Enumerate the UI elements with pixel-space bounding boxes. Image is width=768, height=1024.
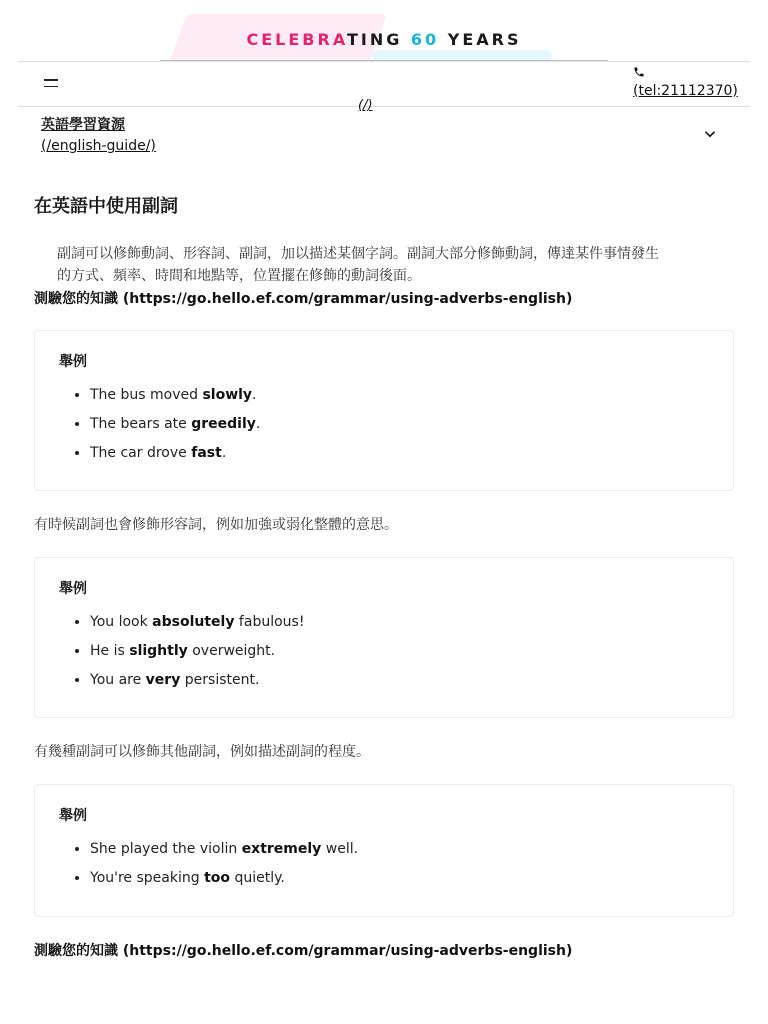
- list-item: • You are very persistent.: [90, 666, 709, 695]
- banner-text-tail: YEARS: [439, 30, 522, 49]
- hamburger-menu-icon[interactable]: [44, 79, 58, 88]
- example-list: [59, 835, 709, 893]
- list-item: • He is slightly overweight.: [90, 637, 709, 666]
- paragraph-adverbs: 有幾種副詞可以修飾其他副詞，例如描述副詞的程度。: [34, 744, 370, 760]
- example-list: [59, 381, 709, 468]
- intro-paragraph: 副詞可以修飾動詞、形容詞、副詞，加以描述某個字詞。副詞大部分修飾動詞，傳達某件事情發生的方式、頻率、時間和地點等，位置擺在修飾的動詞後面。: [57, 246, 659, 284]
- chevron-down-icon[interactable]: [704, 125, 716, 137]
- breadcrumb-link[interactable]: (/english-guide/): [41, 138, 156, 154]
- celebration-banner: [0, 0, 768, 60]
- example-label: 舉例: [59, 581, 87, 597]
- phone-contact[interactable]: [633, 66, 738, 99]
- home-link[interactable]: (/): [358, 98, 373, 113]
- banner-text: [0, 30, 768, 49]
- banner-text-cyan: 60: [410, 30, 440, 49]
- list-item: • You look absolutely fabulous!: [90, 608, 709, 637]
- example-label: 舉例: [59, 808, 87, 824]
- list-item: • She played the violin extremely well.: [90, 835, 709, 864]
- page-title: 在英語中使用副詞: [34, 196, 178, 217]
- quiz-link[interactable]: 測驗您的知識 (https://go.hello.ef.com/grammar/using-adverbs-english): [34, 291, 573, 307]
- quiz-link-bottom[interactable]: 測驗您的知識 (https://go.hello.ef.com/grammar/using-adverbs-english): [34, 943, 573, 959]
- list-item: • You're speaking too quietly.: [90, 864, 709, 893]
- banner-text-pink: CELEBRA: [246, 30, 347, 49]
- banner-decoration-cyan: [372, 50, 552, 60]
- list-item: • The bears ate greedily.: [90, 410, 709, 439]
- banner-text-dark: TING: [346, 30, 411, 49]
- breadcrumb-title[interactable]: 英語學習資源: [41, 117, 125, 133]
- phone-icon: [633, 66, 738, 80]
- paragraph-adjectives: 有時候副詞也會修飾形容詞，例如加強或弱化整體的意思。: [34, 517, 398, 533]
- example-card: [34, 330, 734, 491]
- phone-link[interactable]: (tel:21112370): [633, 83, 738, 99]
- example-card: [34, 784, 734, 917]
- example-label: 舉例: [59, 354, 87, 370]
- list-item: • The car drove fast.: [90, 439, 709, 468]
- site-header: [18, 61, 750, 113]
- example-card: [34, 557, 734, 718]
- list-item: • The bus moved slowly.: [90, 381, 709, 410]
- breadcrumb[interactable]: [41, 114, 156, 154]
- example-list: [59, 608, 709, 695]
